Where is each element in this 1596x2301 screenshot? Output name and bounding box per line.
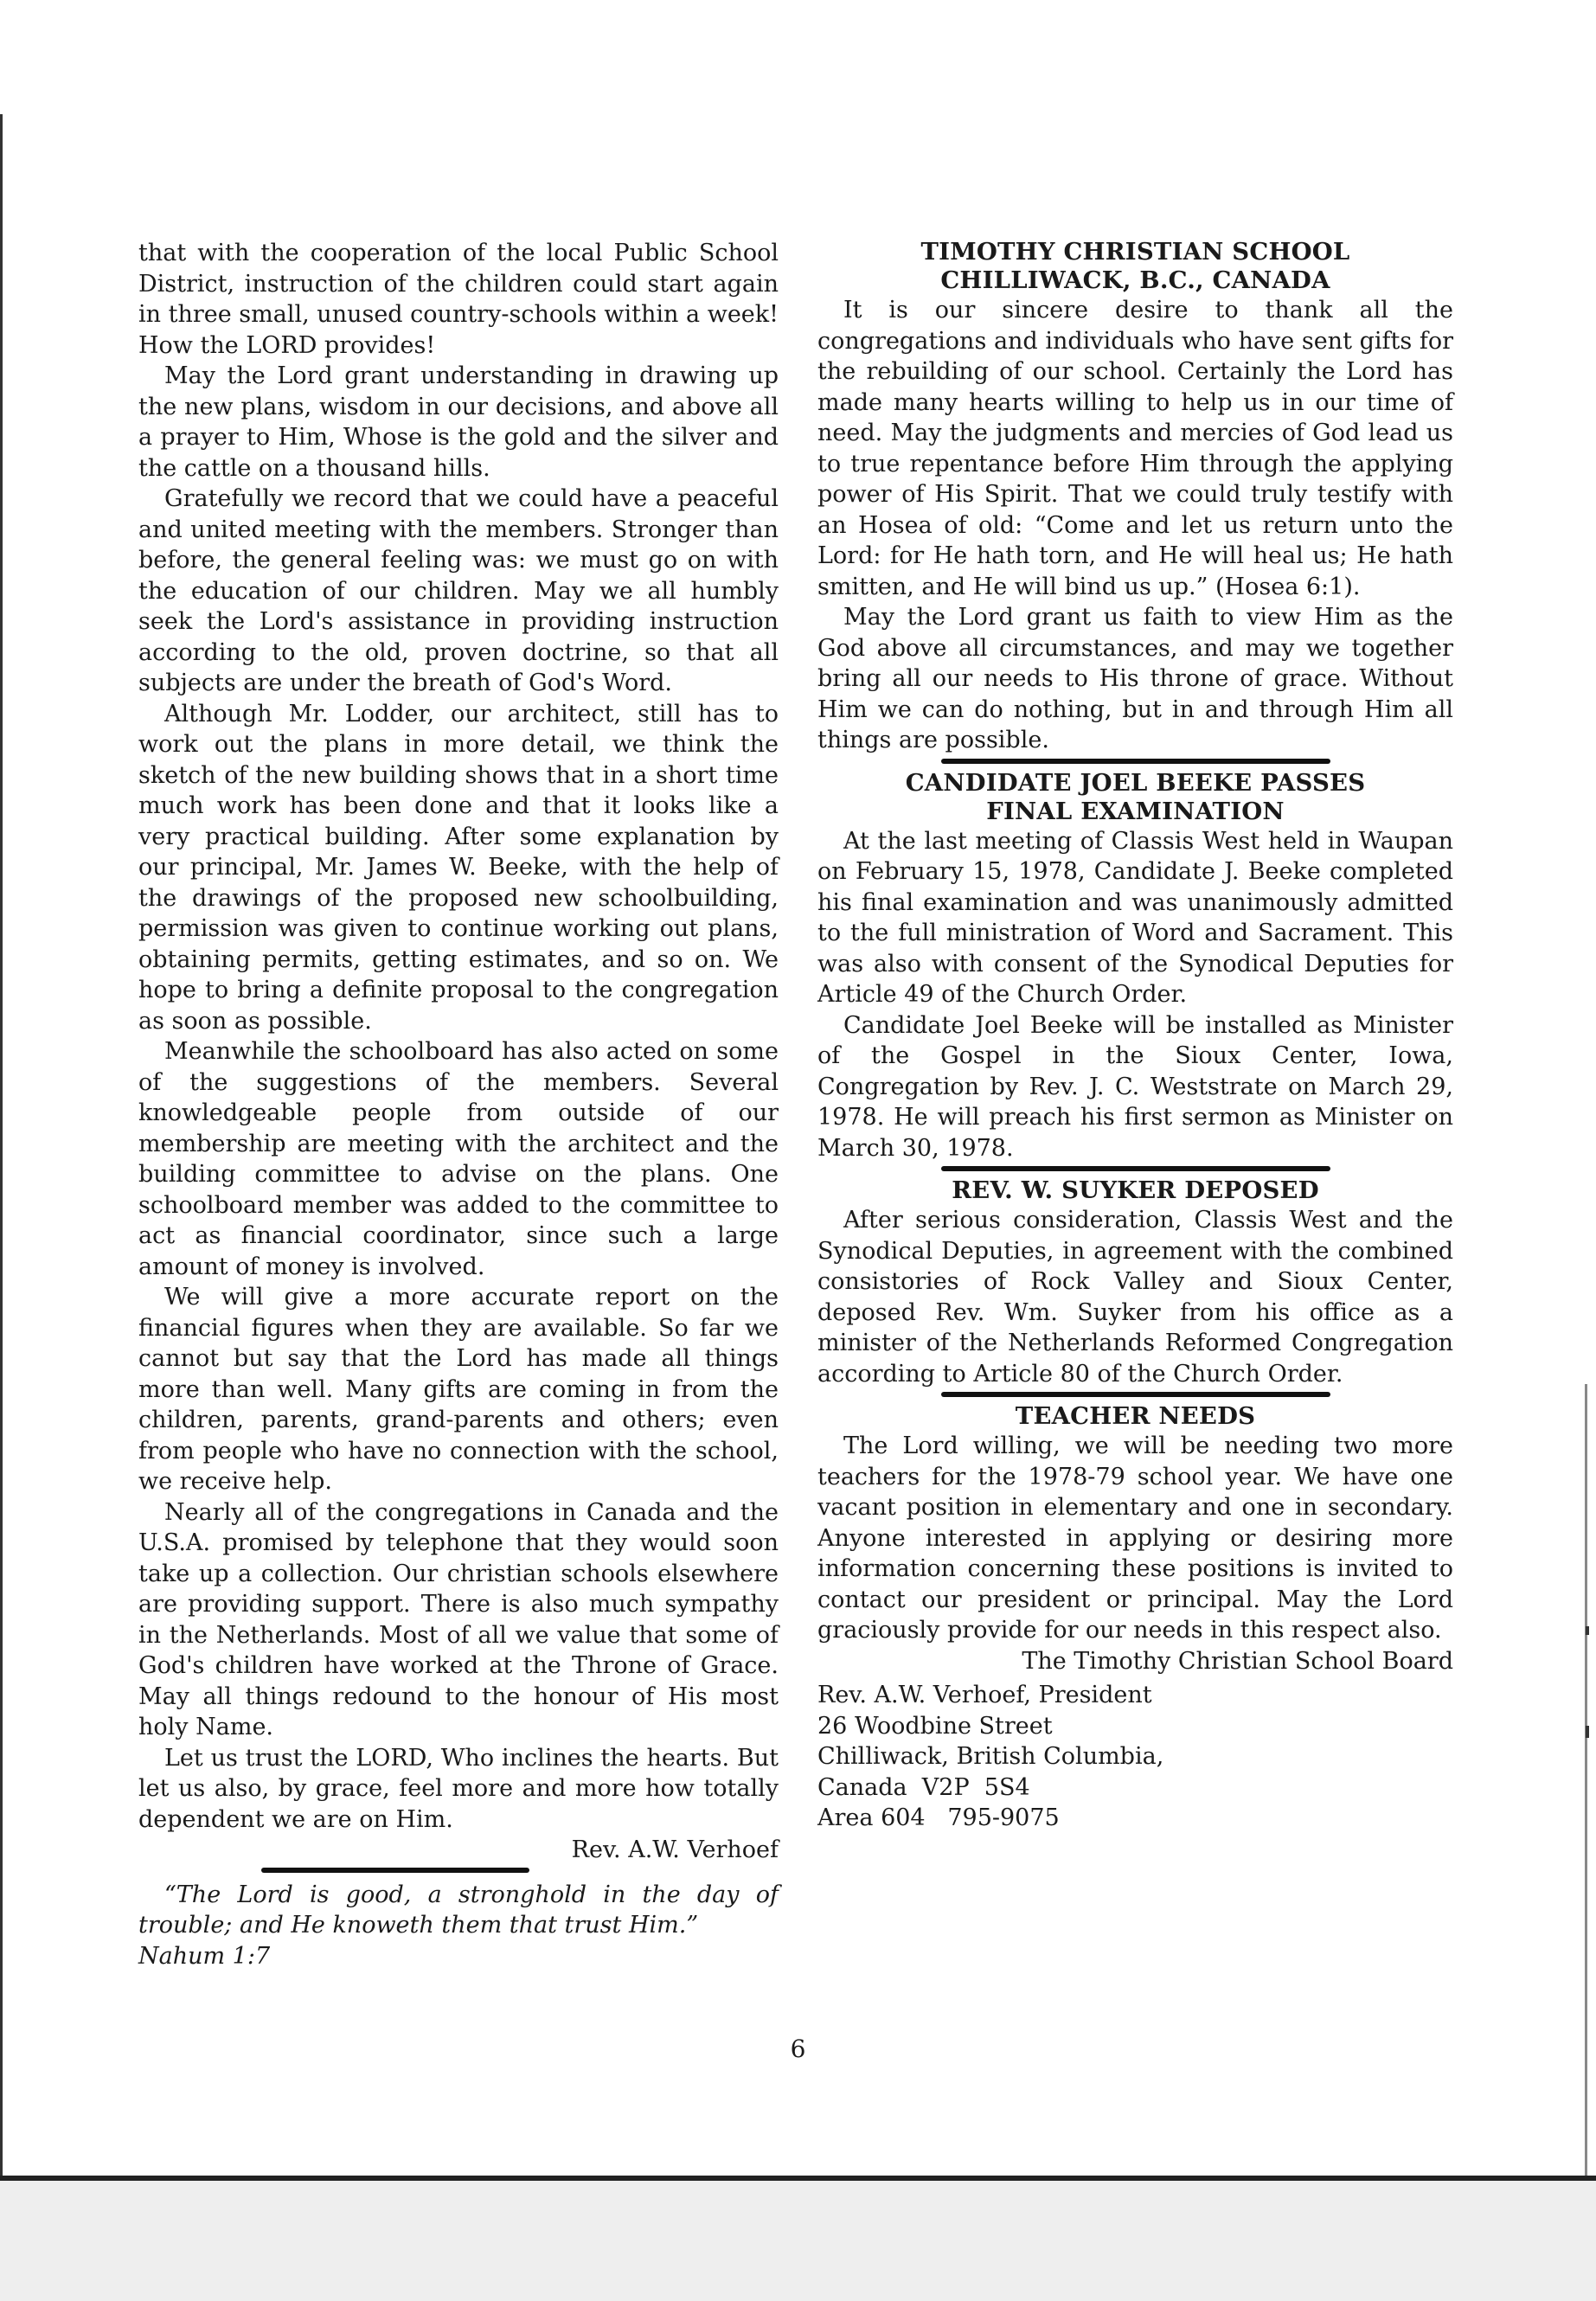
left-paragraph: Let us trust the LORD, Who inclines the hearts. But let us also, by grace, feel more and more how totally dependent we are on Him. bbox=[138, 1744, 779, 1833]
address-line: Canada V2P 5S4 bbox=[817, 1773, 1030, 1801]
timothy-paragraph: May the Lord grant us faith to view Him as the God above all circumstances, and may we together bring all our needs to His throne of grace. Without Him we can do nothing, but in and through Him all things are possible. bbox=[817, 604, 1453, 753]
section-divider bbox=[941, 1392, 1330, 1397]
section-divider bbox=[261, 1868, 529, 1873]
left-paragraph: We will give a more accurate report on the financial figures when they are available. So far we cannot but say that the Lord has made all things more than well. Many gifts are coming in from the children, parents, grand-parents and others; even from people who have no connection with the school, we receive help. bbox=[138, 1284, 779, 1495]
scripture-reference: Nahum 1:7 bbox=[138, 1942, 271, 1970]
left-paragraph: Although Mr. Lodder, our architect, still has to work out the plans in more detail, we think the sketch of the new building shows that in a short time much work has been done and that it looks like a very practical building. After some explanation by our principal, Mr. James W. Beeke, with the help of the drawings of the proposed new schoolbuilding, permission was given to continue working out plans, obtaining permits, getting estimates, and so on. We hope to bring a definite proposal to the congregation as soon as possible. bbox=[138, 700, 779, 1035]
timothy-heading-line1: TIMOTHY CHRISTIAN SCHOOL bbox=[920, 238, 1350, 266]
board-signature: The Timothy Christian School Board bbox=[1022, 1647, 1453, 1675]
beeke-heading-line2: FINAL EXAMINATION bbox=[986, 797, 1285, 825]
section-divider bbox=[941, 759, 1330, 764]
suyker-paragraph: After serious consideration, Classis West and the Synodical Deputies, in agreement with the combined consistories of Rock Valley and Sioux Center, deposed Rev. Wm. Suyker from his office as a minister of the Netherlands Reformed Congregation according to Article 80 of the Church Order. bbox=[817, 1207, 1453, 1388]
address-line: Chilliwack, British Columbia, bbox=[817, 1743, 1164, 1770]
scan-mark bbox=[1586, 1626, 1589, 1635]
scripture-verse: “The Lord is good, a stronghold in the day of trouble; and He knoweth them that trust Him.” bbox=[138, 1881, 779, 1939]
address-line: 26 Woodbine Street bbox=[817, 1712, 1053, 1740]
section-divider bbox=[941, 1166, 1330, 1171]
teacher-paragraph: The Lord willing, we will be needing two more teachers for the 1978-79 school year. We have one vacant position in elementary and one in secondary. Anyone interested in applying or desiring more information concerning these positions is invited to contact our president or principal. May the Lord graciously provide for our needs in this respect also. bbox=[817, 1433, 1453, 1644]
right-column bbox=[817, 238, 1453, 1834]
left-column bbox=[138, 238, 779, 1971]
left-paragraph: May the Lord grant understanding in drawing up the new plans, wisdom in our decisions, and above all a prayer to Him, Whose is the gold and the silver and the cattle on a thousand hills. bbox=[138, 362, 779, 482]
scan-mark bbox=[1586, 1726, 1589, 1738]
beeke-heading-line1: CANDIDATE JOEL BEEKE PASSES bbox=[905, 768, 1366, 797]
beeke-paragraph: At the last meeting of Classis West held in Waupan on February 15, 1978, Candidate J. Beeke completed his final examination and was unanimously admitted to the full ministration of Word and Sacrament. This was also with consent of the Synodical Deputies for Article 49 of the Church Order. bbox=[817, 827, 1453, 1008]
address-line: Rev. A.W. Verhoef, President bbox=[817, 1682, 1152, 1708]
left-paragraph: that with the cooperation of the local Public School District, instruction of the children could start again in three small, unused country-schools within a week! How the LORD provides! bbox=[138, 240, 779, 359]
left-signature: Rev. A.W. Verhoef bbox=[571, 1836, 779, 1863]
left-paragraph: Meanwhile the schoolboard has also acted on some of the suggestions of the members. Several knowledgeable people from outside of our membership are meeting with the architect and the building committee to advise on the plans. One schoolboard member was added to the committee to act as financial coordinator, since such a large amount of money is involved. bbox=[138, 1038, 779, 1280]
suyker-heading: REV. W. SUYKER DEPOSED bbox=[952, 1176, 1319, 1204]
page-right-edge bbox=[1585, 1384, 1587, 2197]
teacher-heading: TEACHER NEEDS bbox=[1015, 1402, 1256, 1430]
page-number: 6 bbox=[790, 2035, 806, 2063]
address-line: Area 604 795-9075 bbox=[817, 1804, 1060, 1831]
left-paragraph: Nearly all of the congregations in Canada and the U.S.A. promised by telephone that they would soon take up a collection. Our christian schools elsewhere are providing support. There is also much sympathy in the Netherlands. Most of all we value that some of God's children have worked at the Throne of Grace. May all things redound to the honour of His most holy Name. bbox=[138, 1498, 779, 1740]
beeke-paragraph: Candidate Joel Beeke will be installed as Minister of the Gospel in the Sioux Center, Iowa, Congregation by Rev. J. C. Weststrate on March 29, 1978. He will preach his first sermon as Minister on March 30, 1978. bbox=[817, 1011, 1453, 1162]
page-top-margin bbox=[0, 0, 1596, 114]
page-bottom-margin bbox=[0, 2181, 1596, 2301]
timothy-paragraph: It is our sincere desire to thank all the congregations and individuals who have sent gifts for the rebuilding of our school. Certainly the Lord has made many hearts willing to help us in our time of need. May the judgments and mercies of God lead us to true repentance before Him through the applying power of His Spirit. That we could truly testify with an Hosea of old: “Come and let us return unto the Lord: for He hath torn, and He will heal us; He hath smitten, and He will bind us up.” (Hosea 6:1). bbox=[817, 297, 1453, 600]
page-left-edge bbox=[0, 114, 3, 2177]
left-paragraph: Gratefully we record that we could have a peaceful and united meeting with the members. Stronger than before, the general feeling was: we must go on with the education of our children. May we all humbly seek the Lord's assistance in providing instruction according to the old, proven doctrine, so that all subjects are under the breath of God's Word. bbox=[138, 485, 779, 696]
timothy-heading-line2: CHILLIWACK, B.C., CANADA bbox=[940, 266, 1330, 294]
